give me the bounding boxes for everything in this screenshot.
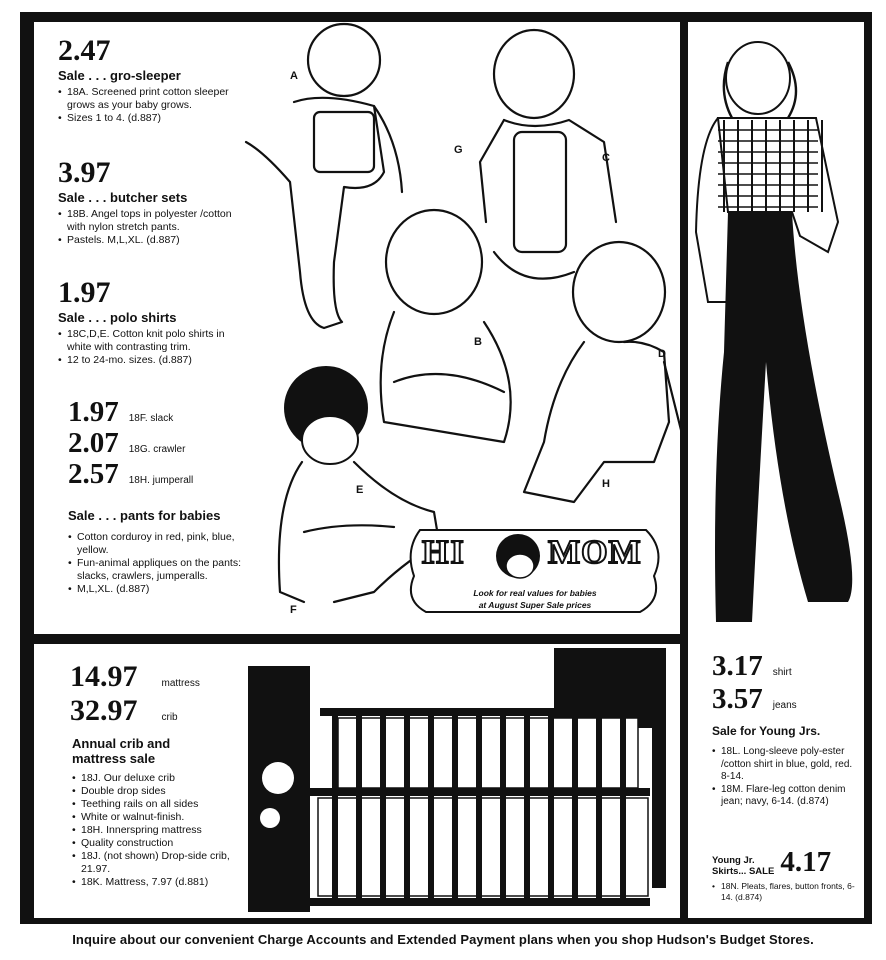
skirts-sale-word: SALE: [748, 866, 775, 877]
hi-mom-note-line1: Look for real values for babies: [473, 588, 597, 598]
butcher-sets-sizes: • Pastels. M,L,XL. (d.887): [58, 234, 248, 247]
gro-sleeper-block: [58, 36, 248, 125]
young-jr-heading: Sale for Young Jrs.: [712, 724, 821, 738]
letter-a: A: [290, 70, 298, 82]
crib-heading-line1: Annual crib and: [72, 736, 171, 751]
shirt-price: 3.17: [712, 650, 763, 682]
pants-sizes: • M,L,XL. (d.887): [68, 583, 258, 596]
butcher-sets-price: 3.97: [58, 156, 111, 189]
gro-sleeper-price: 2.47: [58, 34, 111, 67]
polo-shirts-sizes: • 12 to 24-mo. sizes. (d.887): [58, 354, 248, 367]
crib-prices: [70, 662, 270, 726]
crib-heading-line2: mattress sale: [72, 751, 156, 766]
jumperall-price: 2.57: [68, 458, 119, 490]
young-junior-illustration: [688, 22, 864, 642]
skirts-label-line1: Young Jr.: [712, 855, 755, 866]
butcher-sets-heading: Sale . . . butcher sets: [58, 190, 188, 205]
crib-sale-block: [72, 736, 252, 889]
skirts-price: 4.17: [780, 846, 832, 878]
baby-wear-panel: [34, 22, 680, 634]
young-jr-sale-block: [712, 722, 860, 809]
butcher-sets-desc: • 18B. Angel tops in polyester /cotton with nylon stretch pants.: [58, 208, 248, 234]
letter-e: E: [356, 484, 364, 496]
baby-dh-drawing: [524, 242, 680, 502]
skirts-label-line2: Skirts...: [712, 866, 747, 877]
pants-for-babies-heading: Sale . . . pants for babies: [68, 508, 221, 523]
skirts-desc: • 18N. Pleats, flares, button fronts, 6-14. (d.874): [712, 881, 862, 902]
pants-colors: • Cotton corduroy in red, pink, blue, yellow.: [68, 531, 258, 557]
mattress-price: 14.97: [70, 660, 138, 693]
jumperall-label: 18H. jumperall: [128, 475, 194, 486]
letter-f: F: [290, 604, 297, 616]
slack-label: 18F. slack: [128, 413, 174, 424]
gro-sleeper-heading: Sale . . . gro-sleeper: [58, 68, 181, 83]
crawler-label: 18G. crawler: [128, 444, 186, 455]
jeans-label: jeans: [772, 700, 797, 711]
letter-g: G: [454, 144, 463, 156]
letter-c: C: [602, 152, 610, 164]
jeans-price: 3.57: [712, 683, 763, 715]
polo-shirts-desc: • 18C,D,E. Cotton knit polo shirts in white with contrasting trim.: [58, 328, 248, 354]
jeans-desc: • 18M. Flare-leg cotton denim jean; navy, 6-14. (d.874): [712, 784, 860, 809]
crib-panel: [34, 644, 680, 918]
crib-label: crib: [161, 712, 178, 723]
hi-word: HI: [422, 534, 466, 571]
baby-gc-drawing: [480, 30, 616, 279]
crib-bullet-4: • White or walnut-finish.: [72, 811, 252, 824]
crib-bullet-1: • 18J. Our deluxe crib: [72, 772, 252, 785]
butcher-sets-block: [58, 158, 248, 247]
skirts-label: [712, 855, 774, 877]
crib-illustration: [248, 648, 674, 916]
young-jr-prices: [712, 652, 862, 714]
polo-shirts-block: [58, 278, 248, 367]
mom-word: MOM: [548, 534, 642, 571]
skirts-block: [712, 848, 862, 902]
crib-bullet-3: • Teething rails on all sides: [72, 798, 252, 811]
shirt-desc: • 18L. Long-sleeve poly-ester /cotton shirt in blue, gold, red. 8-14.: [712, 746, 860, 784]
baby-b-drawing: [381, 210, 511, 442]
crib-price: 32.97: [70, 694, 138, 727]
polo-shirts-price: 1.97: [58, 276, 111, 309]
crib-bullet-5: • 18H. Innerspring mattress: [72, 824, 252, 837]
crawler-price: 2.07: [68, 427, 119, 459]
crib-bullet-2: • Double drop sides: [72, 785, 252, 798]
hi-mom-note-line2: at August Super Sale prices: [478, 600, 592, 610]
gro-sleeper-sizes: • Sizes 1 to 4. (d.887): [58, 112, 248, 125]
crib-bullet-7: • 18J. (not shown) Drop-side crib, 21.97.: [72, 850, 252, 876]
crib-bullet-6: • Quality construction: [72, 837, 252, 850]
letter-b: B: [474, 336, 482, 348]
mattress-label: mattress: [161, 678, 200, 689]
young-juniors-panel: [688, 22, 864, 918]
polo-shirts-heading: Sale . . . polo shirts: [58, 310, 177, 325]
pants-appliques: • Fun-animal appliques on the pants: slacks, crawlers, jumperalls.: [68, 557, 258, 583]
letter-h: H: [602, 478, 610, 490]
slack-price: 1.97: [68, 396, 119, 428]
hi-mom-badge: [400, 520, 670, 626]
letter-d: D: [658, 348, 666, 360]
shirt-label: shirt: [772, 667, 792, 678]
baby-a-drawing: [246, 24, 402, 328]
footer-credit-notice: Inquire about our convenient Charge Accounts and Extended Payment plans when you shop Hudson's Budget Stores.: [72, 932, 814, 947]
gro-sleeper-desc: • 18A. Screened print cotton sleeper grows as your baby grows.: [58, 86, 248, 112]
crib-bullet-8: • 18K. Mattress, 7.97 (d.881): [72, 876, 252, 889]
